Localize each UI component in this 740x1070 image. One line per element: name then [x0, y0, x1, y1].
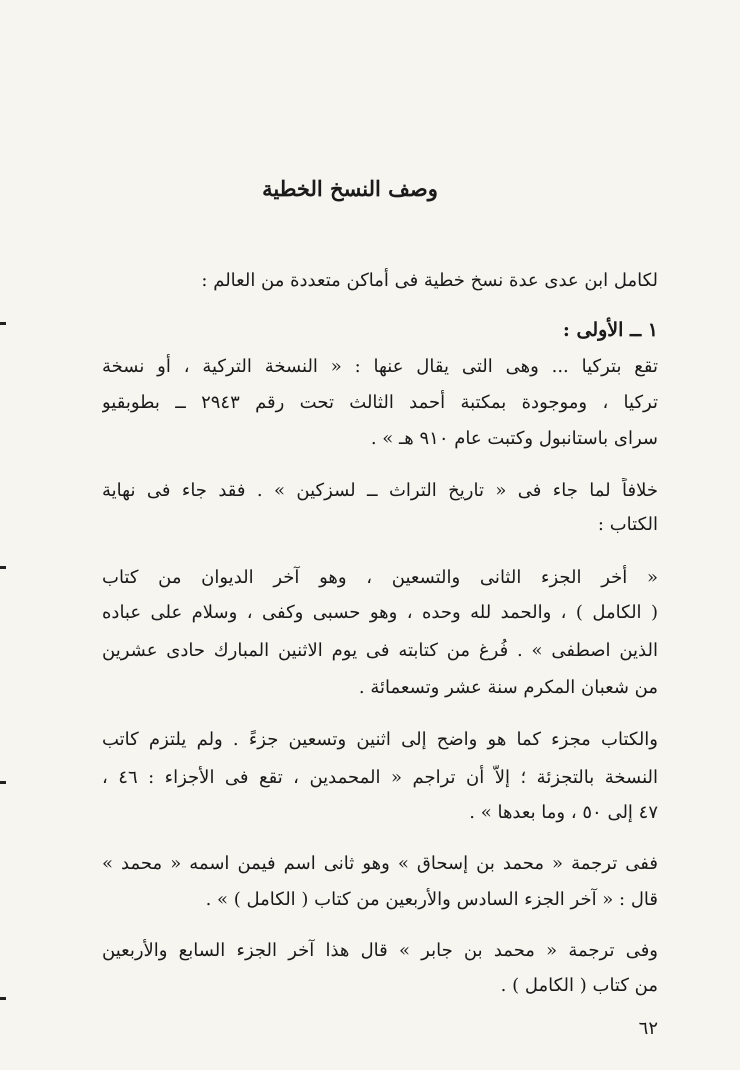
- text-line: الكتاب :: [597, 514, 658, 535]
- text-line: خلافاً لما جاء فى « تاريخ التراث ــ لسزكين » . فقد جاء فى نهاية: [102, 480, 658, 501]
- text-line: من كتاب ( الكامل ) .: [500, 975, 658, 996]
- text-line: سراى باستانبول وكتبت عام ٩١٠ هـ » .: [370, 428, 658, 449]
- text-line: قال : « آخر الجزء السادس والأربعين من كتاب ( الكامل ) » .: [205, 889, 658, 910]
- text-line: ففى ترجمة « محمد بن إسحاق » وهو ثانى اسم فيمن اسمه « محمد »: [102, 853, 658, 874]
- text-line: تقع بتركيا ... وهى التى يقال عنها : « النسخة التركية ، أو نسخة: [102, 356, 658, 377]
- text-line: وفى ترجمة « محمد بن جابر » قال هذا آخر الجزء السابع والأربعين: [102, 940, 658, 961]
- quote-line: « أخر الجزء الثانى والتسعين ، وهو آخر الديوان من كتاب: [102, 567, 658, 588]
- text-line: ٤٧ إلى ٥٠ ، وما بعدها » .: [469, 802, 658, 823]
- quote-line: من شعبان المكرم سنة عشر وتسعمائة .: [358, 677, 658, 698]
- binding-mark: [0, 322, 6, 325]
- quote-line: ( الكامل ) ، والحمد لله وحده ، وهو حسبى وكفى ، وسلام على عباده: [102, 602, 658, 623]
- binding-mark: [0, 781, 6, 784]
- text-line: والكتاب مجزء كما هو واضح إلى اثنين وتسعين جزءً . ولم يلتزم كاتب: [102, 729, 658, 750]
- binding-mark: [0, 566, 6, 569]
- quote-line: الذين اصطفى » . فُرغ من كتابته فى يوم الاثنين المبارك حادى عشرين: [102, 640, 658, 661]
- intro-line: لكامل ابن عدى عدة نسخ خطية فى أماكن متعددة من العالم :: [201, 270, 658, 291]
- page-number: ٦٢: [638, 1018, 658, 1039]
- section-heading: ١ ــ الأولى :: [562, 319, 658, 341]
- page-title: وصف النسخ الخطية: [262, 176, 438, 201]
- binding-mark: [0, 997, 6, 1000]
- text-line: تركيا ، وموجودة بمكتبة أحمد الثالث تحت رقم ٢٩٤٣ ــ بطوبقيو: [102, 392, 658, 413]
- text-line: النسخة بالتجزئة ؛ إلاّ أن تراجم « المحمدين ، تقع فى الأجزاء : ٤٦ ،: [102, 767, 658, 788]
